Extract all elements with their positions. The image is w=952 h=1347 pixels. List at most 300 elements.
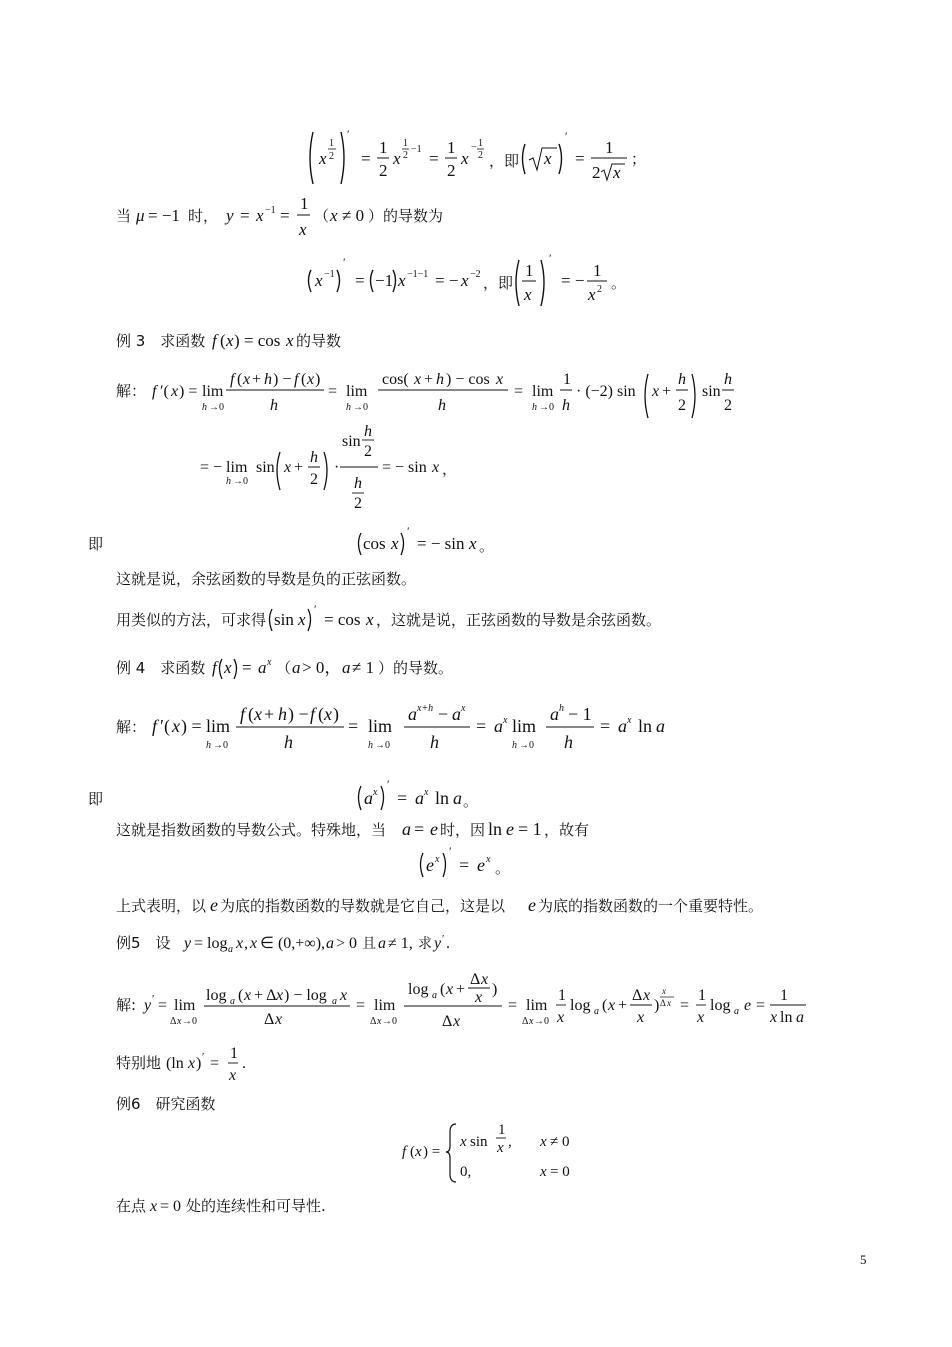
svg-text:，这就是说，正弦函数的导数是余弦函数。: ，这就是说，正弦函数的导数是余弦函数。 xyxy=(376,611,662,629)
svg-text:x: x xyxy=(557,1009,565,1026)
example-5-heading xyxy=(116,928,536,962)
svg-text:e: e xyxy=(477,855,485,875)
svg-text:2: 2 xyxy=(364,443,372,460)
svg-text:h: h xyxy=(724,371,732,388)
svg-text:a: a xyxy=(228,944,233,955)
svg-text:y: y xyxy=(434,935,442,952)
svg-text:时，: 时， xyxy=(188,207,219,225)
svg-text:x: x xyxy=(652,383,660,400)
svg-text:当: 当 xyxy=(116,207,132,225)
text-sine-svg xyxy=(116,603,716,635)
svg-text:a: a xyxy=(408,704,417,724)
svg-text:ln: ln xyxy=(435,788,450,808)
svg-text:′: ′ xyxy=(442,933,445,945)
svg-text:=: = xyxy=(575,149,585,168)
svg-text:−1: −1 xyxy=(265,205,276,216)
svg-text:x: x xyxy=(588,285,596,304)
svg-text:a: a xyxy=(364,788,373,808)
svg-text:x: x xyxy=(298,610,306,629)
svg-text:Δ: Δ xyxy=(370,1016,377,1027)
svg-text:x: x xyxy=(324,704,332,724)
svg-text:）的导数。: ）的导数。 xyxy=(378,659,454,677)
svg-text:f: f xyxy=(152,716,158,736)
label-ji-1: 即 xyxy=(88,535,104,553)
svg-text:2: 2 xyxy=(447,161,456,180)
svg-text:；: ； xyxy=(631,150,645,168)
svg-text:lim: lim xyxy=(526,997,548,1014)
svg-text:= 0: = 0 xyxy=(550,1164,570,1180)
svg-text:a: a xyxy=(734,1006,739,1017)
formula-reciprocal-derivative xyxy=(303,250,653,314)
svg-text:x: x xyxy=(171,383,179,400)
svg-text:a: a xyxy=(230,996,235,1007)
svg-text:x: x xyxy=(172,716,180,736)
svg-text:=: = xyxy=(158,997,168,1014)
svg-text:ln: ln xyxy=(488,819,503,839)
svg-text:x: x xyxy=(226,331,234,350)
formula-piecewise-svg xyxy=(400,1120,600,1186)
formula-exp-derivative xyxy=(355,778,495,818)
svg-text:log: log xyxy=(570,997,591,1014)
svg-text:) − cos: ) − cos xyxy=(446,371,490,388)
svg-text:e: e xyxy=(506,819,514,839)
svg-text:在点: 在点 xyxy=(116,1197,147,1215)
svg-text:f: f xyxy=(240,704,246,724)
svg-text:) =: ) = xyxy=(181,716,202,736)
svg-text:h: h xyxy=(368,740,373,751)
svg-text:): ) xyxy=(492,981,498,998)
svg-text:lim: lim xyxy=(174,997,196,1014)
svg-text:，: ， xyxy=(442,460,458,478)
svg-text:≠ 0: ≠ 0 xyxy=(342,206,365,225)
svg-text:x: x xyxy=(524,285,532,304)
svg-text:+: + xyxy=(618,997,628,1014)
svg-text:=: = xyxy=(600,716,611,736)
svg-text:y: y xyxy=(144,997,152,1014)
svg-text:): ) xyxy=(315,371,321,388)
svg-text:lim: lim xyxy=(374,997,396,1014)
svg-text:+: + xyxy=(456,981,466,998)
svg-text:′: ′ xyxy=(449,845,452,858)
svg-text:x: x xyxy=(319,149,327,168)
svg-text:′(: ′( xyxy=(160,716,170,736)
svg-text:= cos: = cos xyxy=(324,610,361,629)
svg-text:→0: →0 xyxy=(182,1016,197,1027)
svg-text:，即: ，即 xyxy=(483,274,514,292)
svg-text:) = cos: ) = cos xyxy=(234,331,281,350)
svg-text:Δ: Δ xyxy=(264,1011,275,1028)
svg-text:→0: →0 xyxy=(539,402,554,413)
svg-text:.: . xyxy=(446,935,450,952)
solution-3-line-2-svg xyxy=(196,422,466,512)
text-exp-formula xyxy=(116,814,636,848)
svg-text:Δ: Δ xyxy=(660,998,666,1008)
svg-text:→0: →0 xyxy=(375,740,390,751)
svg-text:′: ′ xyxy=(407,525,410,538)
svg-text:= − sin: = − sin xyxy=(417,534,465,553)
svg-text:为底的指数函数的一个重要特性。: 为底的指数函数的一个重要特性。 xyxy=(538,897,764,915)
svg-text:∈ (0,+∞),: ∈ (0,+∞), xyxy=(260,935,326,952)
svg-text:a: a xyxy=(796,1009,804,1026)
svg-text:sin: sin xyxy=(256,459,275,476)
svg-text:h: h xyxy=(364,423,372,440)
svg-text:y: y xyxy=(184,935,192,952)
svg-text:1: 1 xyxy=(498,1122,506,1138)
svg-text:f: f xyxy=(212,331,217,350)
svg-text:2: 2 xyxy=(329,151,334,162)
svg-text:。: 。 xyxy=(611,274,627,292)
svg-text:1: 1 xyxy=(403,138,408,149)
formula-e-derivative xyxy=(417,845,537,885)
svg-text:1: 1 xyxy=(563,371,571,388)
example-6-heading: 例6 研究函数 xyxy=(116,1095,216,1113)
svg-text:解:: 解: xyxy=(116,996,137,1014)
svg-text:f: f xyxy=(402,1144,407,1160)
solution-5-svg xyxy=(116,970,816,1034)
svg-text:x: x xyxy=(299,220,307,239)
svg-text:= − lim: = − lim xyxy=(200,459,248,476)
svg-text:解：: 解： xyxy=(116,382,147,400)
svg-text:a: a xyxy=(402,819,411,839)
svg-text:1: 1 xyxy=(300,195,309,213)
svg-text:x: x xyxy=(250,935,258,952)
svg-text:′: ′ xyxy=(549,251,552,265)
svg-text:x: x xyxy=(637,1009,645,1026)
svg-text:′: ′ xyxy=(347,127,350,141)
svg-text:1: 1 xyxy=(558,987,566,1004)
svg-text:=: = xyxy=(756,997,766,1014)
svg-text:lim: lim xyxy=(206,716,231,736)
svg-text:→0: →0 xyxy=(382,1016,397,1027)
svg-text:,: , xyxy=(508,1134,512,1150)
svg-text:ln: ln xyxy=(638,716,653,736)
svg-text:+: + xyxy=(264,704,275,724)
svg-text:log: log xyxy=(710,997,731,1014)
svg-text:h: h xyxy=(512,740,517,751)
svg-text:=: = xyxy=(280,206,290,225)
svg-text:→0: →0 xyxy=(209,402,224,413)
svg-text:x: x xyxy=(391,534,399,553)
svg-text:→0: →0 xyxy=(353,402,368,413)
svg-text:−1−1: −1−1 xyxy=(407,269,429,280)
svg-text:(: ( xyxy=(248,704,254,724)
svg-text:，即: ，即 xyxy=(489,152,520,170)
svg-text:h: h xyxy=(559,703,564,714)
svg-text:x: x xyxy=(424,787,429,798)
svg-text:ln: ln xyxy=(780,1009,793,1026)
svg-text:a: a xyxy=(326,935,334,952)
svg-text:(ln: (ln xyxy=(166,1055,184,1072)
svg-text:特别地: 特别地 xyxy=(116,1054,162,1072)
solution-5 xyxy=(116,970,816,1038)
svg-text:= −1: = −1 xyxy=(148,206,180,225)
svg-text:x: x xyxy=(340,987,348,1004)
svg-text:x: x xyxy=(330,206,338,225)
svg-text:a: a xyxy=(452,704,461,724)
svg-text:x+h: x+h xyxy=(417,703,434,714)
svg-text:x: x xyxy=(540,1164,547,1180)
svg-text:) =: ) = xyxy=(179,383,198,400)
svg-text:+ Δ: + Δ xyxy=(254,987,277,1004)
text-exp-property xyxy=(116,890,816,924)
svg-text:e: e xyxy=(528,895,536,915)
svg-text:x: x xyxy=(697,1009,705,1026)
svg-text:x: x xyxy=(398,271,406,290)
svg-text:=: = xyxy=(242,658,252,677)
svg-text:h: h xyxy=(678,371,686,388)
svg-text:2: 2 xyxy=(310,471,318,488)
svg-text:且: 且 xyxy=(362,936,376,952)
svg-text:x: x xyxy=(475,989,483,1006)
svg-text:x: x xyxy=(497,1140,504,1156)
svg-text:x: x xyxy=(453,1013,461,1030)
svg-text:a: a xyxy=(594,1006,599,1017)
svg-text:′(: ′( xyxy=(160,383,169,400)
svg-text:=: = xyxy=(397,788,408,808)
svg-text:e: e xyxy=(744,997,752,1014)
svg-text:x: x xyxy=(461,271,469,290)
svg-text:。: 。 xyxy=(479,537,495,555)
svg-text:例 4 求函数: 例 4 求函数 xyxy=(116,659,206,677)
svg-text:h: h xyxy=(278,704,287,724)
svg-text:1: 1 xyxy=(230,1045,238,1062)
svg-text:′: ′ xyxy=(314,603,317,616)
svg-text:= − sin: = − sin xyxy=(382,459,427,476)
svg-text:≠ 1: ≠ 1 xyxy=(352,658,375,677)
svg-text:a: a xyxy=(453,788,462,808)
formula-exp-svg xyxy=(355,778,495,814)
svg-text:x: x xyxy=(613,163,621,182)
svg-text:x: x xyxy=(461,149,469,168)
svg-text:a: a xyxy=(618,716,627,736)
svg-text:h: h xyxy=(346,402,351,413)
svg-text:）的导数为: ）的导数为 xyxy=(368,207,444,225)
svg-text:例5 设: 例5 设 xyxy=(116,934,171,952)
svg-text:h: h xyxy=(264,371,272,388)
svg-text:x: x xyxy=(460,1134,467,1150)
svg-text:x: x xyxy=(307,371,315,388)
svg-text:处的连续性和可导性.: 处的连续性和可导性. xyxy=(186,1197,326,1215)
svg-text:) =: ) = xyxy=(423,1144,441,1160)
svg-text:log: log xyxy=(206,987,227,1004)
svg-text:=: = xyxy=(514,383,524,400)
svg-text:f: f xyxy=(152,383,157,400)
solution-3-line-2 xyxy=(196,422,466,516)
svg-text:1: 1 xyxy=(605,138,614,157)
svg-text:lim: lim xyxy=(532,383,554,400)
svg-text:的导数: 的导数 xyxy=(296,332,342,350)
example-4-svg xyxy=(116,651,536,683)
svg-text:=: = xyxy=(476,716,487,736)
svg-text:) −: ) − xyxy=(273,371,292,388)
svg-text:→0: →0 xyxy=(519,740,534,751)
svg-text:x: x xyxy=(393,149,401,168)
svg-text:（: （ xyxy=(314,207,330,225)
svg-text:x: x xyxy=(432,459,440,476)
svg-text:→0: →0 xyxy=(534,1016,549,1027)
svg-text:(: ( xyxy=(238,987,244,1004)
svg-text:Δ: Δ xyxy=(170,1016,177,1027)
svg-text:(: ( xyxy=(301,371,307,388)
solution-4 xyxy=(116,700,686,764)
svg-text:x: x xyxy=(284,459,292,476)
svg-text:x: x xyxy=(267,657,272,668)
svg-text:x: x xyxy=(373,787,378,798)
svg-text:−: − xyxy=(471,142,477,153)
svg-text:= −: = − xyxy=(435,271,459,290)
svg-text:x: x xyxy=(608,997,616,1014)
svg-text:2: 2 xyxy=(403,150,408,161)
svg-text:+: + xyxy=(424,371,434,388)
svg-text:h: h xyxy=(562,397,570,414)
svg-text:h: h xyxy=(284,732,293,752)
svg-text:−1: −1 xyxy=(411,144,422,155)
solution-3-line-1-tail-svg xyxy=(698,366,738,428)
svg-text:x: x xyxy=(469,534,477,553)
svg-text:x: x xyxy=(377,1016,382,1027)
svg-text:= −: = − xyxy=(561,271,585,290)
svg-text:为底的指数函数的导数就是它自己，这是以: 为底的指数函数的导数就是它自己，这是以 xyxy=(220,897,506,915)
svg-text:1: 1 xyxy=(447,138,456,157)
svg-text:y: y xyxy=(226,206,234,225)
svg-text:Δ: Δ xyxy=(632,987,643,1004)
svg-text:。: 。 xyxy=(463,792,479,810)
svg-text:x: x xyxy=(627,715,632,726)
svg-text:2: 2 xyxy=(592,163,601,182)
svg-text:求: 求 xyxy=(418,936,432,952)
svg-text:log: log xyxy=(408,981,429,998)
example-3-svg xyxy=(116,326,376,356)
svg-text:2: 2 xyxy=(354,495,362,512)
svg-text:这就是指数函数的导数公式。特殊地，当: 这就是指数函数的导数公式。特殊地，当 xyxy=(116,821,387,839)
example-3-heading xyxy=(116,326,376,360)
svg-text:′: ′ xyxy=(343,255,346,269)
svg-text:1: 1 xyxy=(780,987,788,1004)
svg-text:x: x xyxy=(177,1016,182,1027)
svg-text:解：: 解： xyxy=(116,718,147,736)
svg-text:x: x xyxy=(770,1009,778,1026)
svg-text:2: 2 xyxy=(478,150,483,161)
svg-text:x: x xyxy=(229,1067,237,1084)
formula-cos-svg xyxy=(355,525,495,559)
svg-text:x: x xyxy=(667,998,671,1008)
formula-cos-derivative xyxy=(355,525,495,563)
formula-e-svg xyxy=(417,845,537,881)
svg-text:e: e xyxy=(430,819,438,839)
text-sine-derivative xyxy=(116,603,716,639)
svg-text:0,: 0, xyxy=(460,1164,472,1180)
svg-text:x: x xyxy=(188,1055,196,1072)
svg-text:x: x xyxy=(481,971,489,988)
svg-text:> 0: > 0 xyxy=(336,935,358,952)
svg-text:−1: −1 xyxy=(375,271,394,290)
label-ji-2: 即 xyxy=(88,790,104,808)
svg-text:a: a xyxy=(332,996,337,1007)
svg-text:x: x xyxy=(315,271,323,290)
svg-text:−1: −1 xyxy=(324,269,335,280)
svg-text:+: + xyxy=(294,459,304,476)
svg-text:=: = xyxy=(361,149,371,168)
svg-text:sin: sin xyxy=(342,433,361,450)
svg-text:h: h xyxy=(438,397,446,414)
svg-text:用类似的方法，可求得: 用类似的方法，可求得 xyxy=(116,611,267,629)
svg-text:，故有: ，故有 xyxy=(544,821,590,839)
svg-text:=: = xyxy=(328,383,338,400)
svg-text:> 0，: > 0， xyxy=(302,658,342,677)
svg-text:lim: lim xyxy=(512,716,537,736)
svg-text:′: ′ xyxy=(565,129,568,143)
svg-text:2: 2 xyxy=(678,397,686,414)
svg-text:e: e xyxy=(210,895,218,915)
svg-text:=: = xyxy=(355,271,365,290)
svg-text:x: x xyxy=(461,703,466,714)
svg-text:Δ: Δ xyxy=(522,1016,529,1027)
svg-text:sin: sin xyxy=(274,610,294,629)
svg-text:=: = xyxy=(459,855,470,875)
svg-text:h: h xyxy=(226,476,231,487)
svg-text:a: a xyxy=(292,658,301,677)
svg-text:= 1: = 1 xyxy=(518,819,542,839)
svg-text:· (−2) sin: · (−2) sin xyxy=(576,383,636,400)
svg-text:a: a xyxy=(494,716,503,736)
svg-text:h: h xyxy=(310,449,318,466)
text-cosine-conclusion: 这就是说，余弦函数的导数是负的正弦函数。 xyxy=(116,570,417,588)
svg-text:μ: μ xyxy=(136,206,145,225)
solution-3-line-1-svg xyxy=(116,366,716,428)
svg-text:h: h xyxy=(532,402,537,413)
svg-text:(: ( xyxy=(237,371,243,388)
svg-text:=: = xyxy=(680,997,690,1014)
svg-text:′: ′ xyxy=(387,778,390,791)
svg-text:.: . xyxy=(242,1055,246,1072)
svg-text:x: x xyxy=(243,371,251,388)
svg-text:) − log: ) − log xyxy=(284,987,327,1004)
svg-text:Δ: Δ xyxy=(470,971,481,988)
svg-text:上式表明，以: 上式表明，以 xyxy=(116,897,207,915)
svg-text:=: = xyxy=(348,716,359,736)
svg-text:x: x xyxy=(275,1011,283,1028)
svg-text:−: − xyxy=(438,704,449,724)
svg-text:=: = xyxy=(429,149,439,168)
svg-text:→0: →0 xyxy=(233,476,248,487)
svg-text:x: x xyxy=(544,149,552,168)
svg-text:sin: sin xyxy=(702,383,721,400)
svg-text:=: = xyxy=(508,997,518,1014)
text-exp-svg xyxy=(116,814,636,844)
svg-text:′: ′ xyxy=(202,1051,205,1063)
svg-text:x: x xyxy=(435,854,440,865)
svg-text:x: x xyxy=(286,331,294,350)
svg-text:1: 1 xyxy=(593,261,602,280)
svg-text:+: + xyxy=(662,383,672,400)
svg-text:时，因: 时，因 xyxy=(440,821,486,839)
svg-text:x: x xyxy=(276,987,284,1004)
svg-text:1: 1 xyxy=(525,261,534,280)
svg-text:): ) xyxy=(196,1055,202,1072)
svg-text:f: f xyxy=(294,371,299,388)
svg-text:x: x xyxy=(414,371,422,388)
text-ln-derivative xyxy=(116,1044,316,1092)
svg-text:x: x xyxy=(224,658,232,677)
svg-text:x: x xyxy=(486,854,491,865)
svg-text:2: 2 xyxy=(724,397,732,414)
svg-text:sin: sin xyxy=(470,1134,488,1150)
svg-text:,: , xyxy=(244,935,248,952)
svg-text:x: x xyxy=(150,1198,158,1215)
formula-reciprocal-svg xyxy=(303,250,653,310)
svg-text:=: = xyxy=(414,819,425,839)
svg-text:x: x xyxy=(244,987,252,1004)
